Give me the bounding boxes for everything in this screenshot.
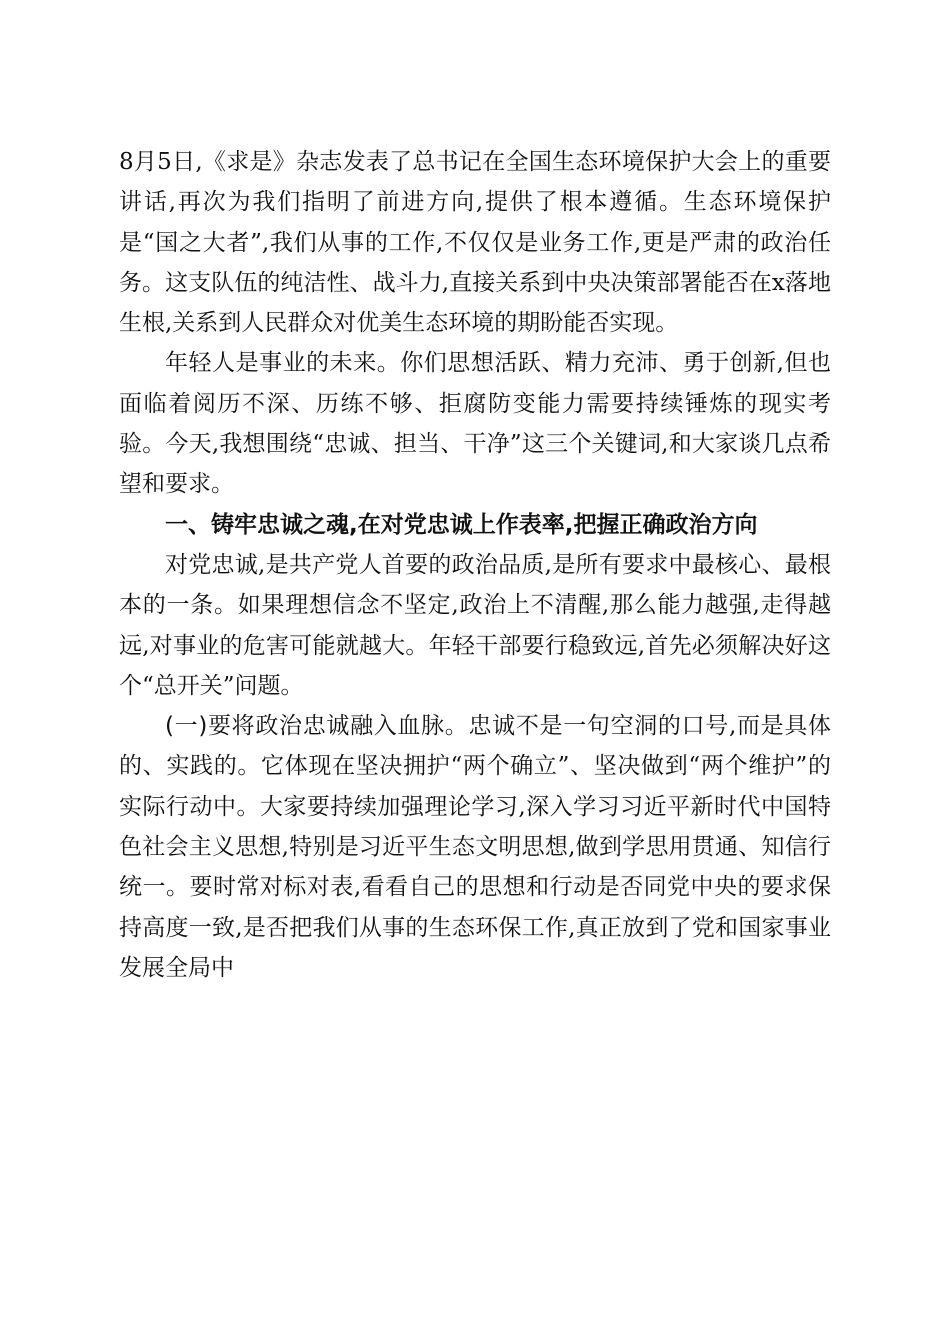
subsection-text: 忠诚不是一句空洞的口号,而是具体的、实践的。它体现在坚决拥护“两个确立”、坚决做到“两个维护”的实际行动中。大家要持续加强理论学习,深入学习习近平新时代中国特色社会主义思想,特别是习近平生态文明思想,做到学思用贯通、知信行统一。要时常对标对表,看看自己的思想和行动是否同党中央的要求保持高度一致,是否把我们从事的生态环保工作,真正放到了党和国家事业发展全局中: [119, 713, 832, 981]
document-body: [119, 142, 831, 988]
section-heading-loyalty: 一、铸牢忠诚之魂,在对党忠诚上作表率,把握正确政治方向: [165, 511, 758, 538]
subsection-lead: (一)要将政治忠诚融入血脉。: [165, 713, 469, 740]
paragraph-young-cadres: 年轻人是事业的未来。你们思想活跃、精力充沛、勇于创新,但也面临着阅历不深、历练不够、拒腐防变能力需要持续锤炼的现实考验。今天,我想围绕“忠诚、担当、干净”这三个关键词,和大家谈几点希望和要求。: [119, 350, 831, 498]
paragraph-subsection-1: [119, 706, 831, 988]
paragraph-loyalty: 对党忠诚,是共产党人首要的政治品质,是所有要求中最核心、最根本的一条。如果理想信念不坚定,政治上不清醒,那么能力越强,走得越远,对事业的危害可能就越大。年轻干部要行稳致远,首先必须解决好这个“总开关”问题。: [119, 551, 831, 699]
paragraph-opening: 8月5日,《求是》杂志发表了总书记在全国生态环境保护大会上的重要讲话,再次为我们指明了前进方向,提供了根本遵循。生态环境保护是“国之大者”,我们从事的工作,不仅仅是业务工作,更是严肃的政治任务。这支队伍的纯洁性、战斗力,直接关系到中央决策部署能否在x落地生根,关系到人民群众对优美生态环境的期盼能否实现。: [119, 149, 831, 337]
